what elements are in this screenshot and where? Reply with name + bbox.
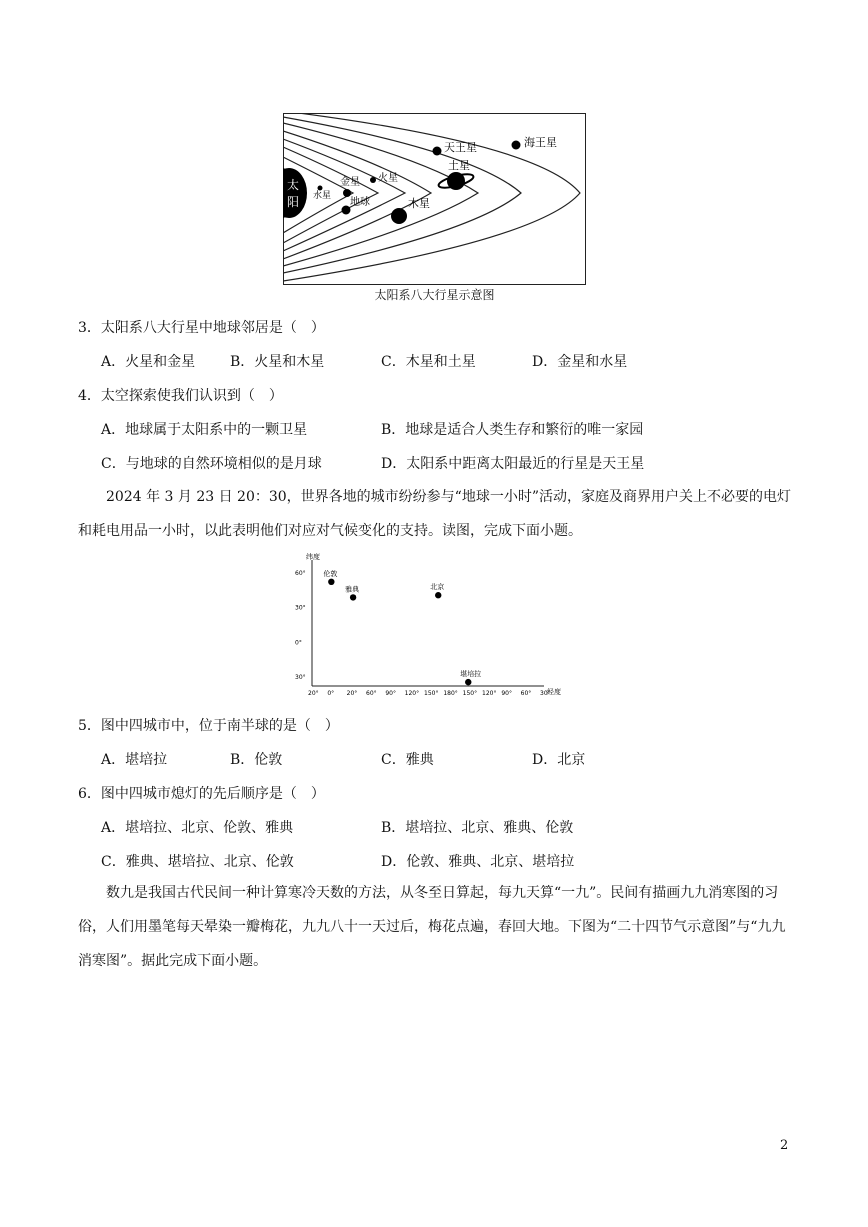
city-point (465, 679, 471, 685)
city-location-chart (292, 552, 582, 698)
x-tick-label: 90° (501, 690, 512, 697)
q5-option-b: B．伦敦 (230, 752, 283, 768)
question-3: 3．太阳系八大行星中地球邻居是（ ） (78, 320, 325, 336)
y-tick-label: 30° (295, 674, 306, 681)
q6-option-a: A．堪培拉、北京、伦敦、雅典 (101, 820, 294, 836)
q5-option-a: A．堪培拉 (101, 752, 168, 768)
x-tick-label: 30° (540, 690, 551, 697)
page-number: 2 (780, 1138, 789, 1153)
q3-option-a: A．火星和金星 (101, 354, 196, 370)
city-point (350, 594, 356, 600)
question-5: 5．图中四城市中，位于南半球的是（ ） (78, 718, 339, 734)
question-6: 6．图中四城市熄灯的先后顺序是（ ） (78, 786, 325, 802)
city-label: 北京 (430, 583, 445, 592)
sun-label-1: 太 (286, 178, 300, 192)
x-tick-label: 20° (308, 690, 319, 697)
q6-option-b: B．堪培拉、北京、雅典、伦敦 (381, 820, 574, 836)
city-label: 堪培拉 (460, 670, 482, 679)
earth-label: 地球 (350, 197, 370, 208)
q3-option-b: B．火星和木星 (230, 354, 325, 370)
x-tick-label: 60° (366, 690, 377, 697)
x-axis-label: 经度 (547, 688, 561, 696)
q4-option-d: D．太阳系中距离太阳最近的行星是天王星 (381, 456, 645, 472)
neptune-label: 海王星 (524, 136, 557, 149)
saturn-label: 土星 (448, 159, 470, 172)
venus-dot (343, 189, 351, 197)
q4-option-c: C．与地球的自然环境相似的是月球 (101, 456, 322, 472)
passage-shujiu: 数九是我国古代民间一种计算寒冷天数的方法，从冬至日算起，每九天算“一九”。民间有描画九九消寒图的习俗，人们用墨笔每天晕染一瓣梅花，九九八十一天过后，梅花点遍，春回大地。下图为“二十四节气示意图”与“九九消寒图”。据此完成下面小题。 (78, 885, 786, 969)
venus-label: 金星 (340, 177, 360, 188)
q3-option-c: C．木星和土星 (381, 354, 476, 370)
city-point (328, 579, 334, 585)
y-tick-label: 60° (295, 570, 306, 577)
y-axis-label: 纬度 (306, 553, 320, 561)
solar-system-diagram (283, 113, 586, 285)
mars-dot (370, 177, 376, 183)
jupiter-label: 木星 (408, 197, 430, 210)
q6-option-c: C．雅典、堪培拉、北京、伦敦 (101, 854, 294, 870)
y-tick-label: 0° (295, 639, 302, 647)
x-tick-label: 180° (443, 690, 458, 697)
mercury-dot (318, 186, 323, 191)
q4-option-a: A．地球属于太阳系中的一颗卫星 (101, 422, 308, 438)
city-point (435, 592, 441, 598)
x-tick-label: 0° (327, 690, 335, 697)
q4-option-b: B．地球是适合人类生存和繁衍的唯一家园 (381, 422, 644, 438)
q3-option-d: D．金星和水星 (532, 354, 628, 370)
x-tick-label: 120° (482, 690, 497, 697)
q5-option-c: C．雅典 (381, 752, 434, 768)
passage-earth-hour: 2024 年 3 月 23 日 20：30，世界各地的城市纷纷参与“地球一小时”活动，家庭及商界用户关上不必要的电灯和耗电用品一小时，以此表明他们对应对气候变化的支持。读图，完成下面小题。 (78, 489, 791, 539)
q5-option-d: D．北京 (532, 752, 586, 768)
city-label: 雅典 (345, 585, 360, 594)
city-label: 伦敦 (323, 569, 338, 578)
mercury-label: 水星 (313, 191, 332, 201)
x-tick-label: 60° (520, 690, 532, 697)
y-tick-label: 30° (295, 604, 306, 612)
x-tick-label: 90° (385, 690, 396, 697)
uranus-dot (433, 147, 442, 156)
x-tick-label: 120° (404, 690, 420, 697)
mars-label: 火星 (378, 173, 398, 184)
x-tick-label: 150° (462, 690, 478, 697)
x-tick-label: 150° (424, 690, 439, 697)
sun-label-2: 阳 (286, 195, 300, 209)
jupiter-dot (391, 208, 407, 224)
figure-caption: 太阳系八大行星示意图 (374, 288, 495, 302)
question-4: 4．太空探索使我们认识到（ ） (78, 388, 283, 404)
neptune-dot (512, 141, 521, 150)
q6-option-d: D．伦敦、雅典、北京、堪培拉 (381, 854, 575, 870)
uranus-label: 天王星 (444, 141, 477, 154)
x-tick-label: 20° (346, 690, 358, 697)
